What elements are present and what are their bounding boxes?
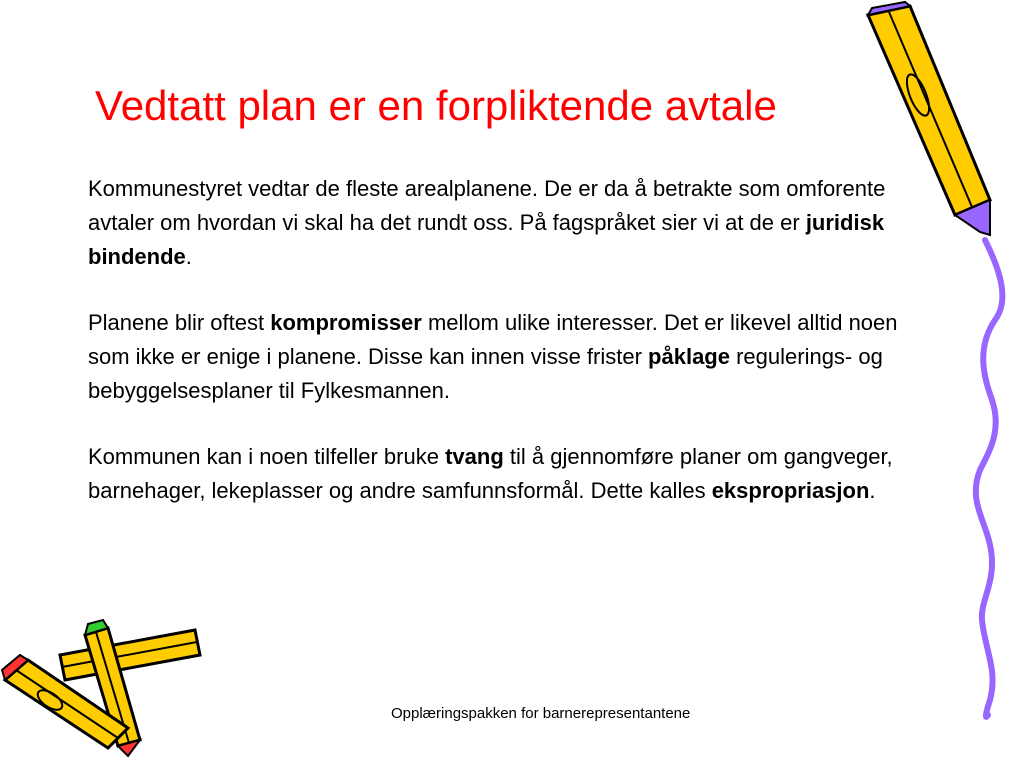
body-paragraph [88,306,928,408]
paragraph-text: Kommunestyret vedtar de fleste arealplanene. De er da å betrakte som omforente avtaler om hvordan vi skal ha det rundt oss. På fagspråket sier vi at de er [88,176,886,235]
paragraph-text: Kommunen kan i noen tilfeller bruke [88,444,446,469]
bold-term: juridisk bindende [88,210,885,269]
paragraph-text: Planene blir oftest [88,310,271,335]
bold-term: påklage [648,344,730,369]
paragraph-text: . [185,244,192,269]
slide-body [88,172,928,540]
paragraph-text: mellom ulike interesser. Det er likevel alltid noen som ikke er enige i planene. Disse kan innen visse frister [88,310,898,369]
bold-term: kompromisser [270,310,422,335]
body-paragraph [88,440,928,508]
pencils-clipart-bottom-left [2,620,200,756]
bold-term: tvang [445,444,504,469]
body-paragraph [88,172,928,274]
squiggle-line-decoration [976,240,1003,717]
paragraph-text: regulerings- og bebyggelsesplaner til Fylkesmannen. [88,344,883,403]
slide-footer: Opplæringspakken for barnerepresentantene [391,705,691,722]
bold-term: ekspropriasjon [711,478,870,503]
paragraph-text: . [869,478,876,503]
paragraph-text: til å gjennomføre planer om gangveger, barnehager, lekeplasser og andre samfunnsformål. Dette kalles [88,444,893,503]
slide-title: Vedtatt plan er en forpliktende avtale [95,82,777,129]
